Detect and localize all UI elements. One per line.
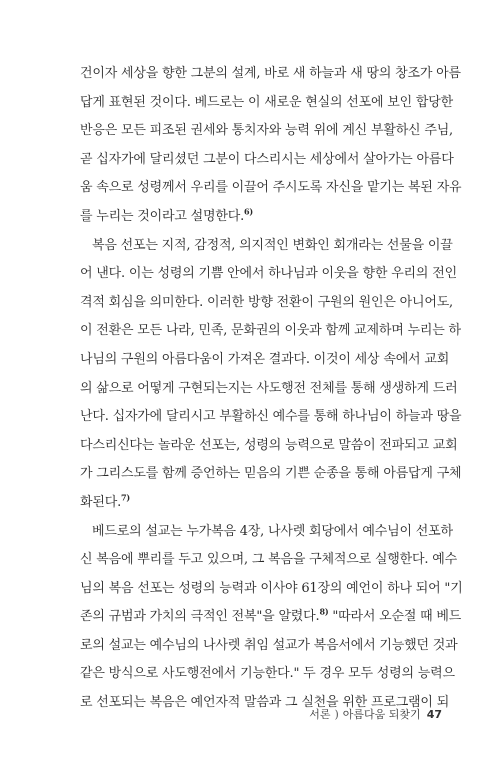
text-line-content: 답게 표현된 것이다. 베드로는 이 새로운 현실의 선포에 보인 합당한 <box>80 94 453 110</box>
footer-section: 서론 <box>309 708 331 721</box>
text-line-content: 같은 방식으로 사도행전에서 기능한다." 두 경우 모두 성령의 능력으 <box>80 666 455 682</box>
text-line-content: 존의 규범과 가치의 극적인 전복"을 알렸다. <box>80 609 320 625</box>
text-line-content: 베드로의 설교는 누가복음 4장, 나사렛 회당에서 예수님이 선포하 <box>92 523 453 539</box>
footnote-marker[interactable]: 8) <box>319 606 329 617</box>
text-line <box>80 146 454 175</box>
text-line-content: 움 속으로 성령께서 우리를 이끌어 주시도록 자신을 맡기는 복된 자유 <box>80 180 462 196</box>
text-line-content: 화된다. <box>80 494 122 510</box>
running-footer <box>309 706 442 722</box>
text-line-content: 복음 선포는 지적, 감정적, 의지적인 변화인 회개라는 선물을 이끌 <box>92 237 453 253</box>
text-line-content: 건이자 세상을 향한 그분의 설계, 바로 새 하늘과 새 땅의 창조가 아름 <box>80 66 461 81</box>
text-line-content: 신 복음에 뿌리를 두고 있으며, 그 복음을 구체적으로 실행한다. 예수 <box>80 552 457 568</box>
text-line-content: 나님의 구원의 아름다움이 가져온 결과다. 이것이 세상 속에서 교회 <box>80 351 450 367</box>
text-line-content: 님의 복음 선포는 성령의 능력과 이사야 61장의 예언이 하나 되어 "기 <box>80 580 463 596</box>
text-line <box>80 317 461 346</box>
footer-chapter-title: 아름다움 되찾기 <box>342 708 421 721</box>
text-line <box>80 460 462 489</box>
text-line-content: 이 전환은 모든 나라, 민족, 문화권의 이웃과 함께 교제하며 누리는 하 <box>80 323 461 339</box>
text-line <box>80 518 453 547</box>
text-line <box>80 660 455 689</box>
text-line-content: 난다. 십자가에 달리시고 부활하신 예수를 통해 하나님이 하늘과 땅을 <box>80 409 462 425</box>
footnote-marker[interactable]: 6) <box>244 206 253 217</box>
text-line-content: 로의 설교는 예수님의 나사렛 취임 설교가 복음서에서 기능했던 것과 <box>80 637 458 653</box>
text-line <box>80 575 463 604</box>
text-line-tail: "따라서 오순절 때 베드 <box>328 609 462 625</box>
text-line <box>80 346 450 375</box>
text-line-content: 어 낸다. 이는 성령의 기쁨 안에서 하나님과 이웃을 향한 우리의 전인 <box>80 266 457 282</box>
text-line <box>80 603 462 632</box>
text-line <box>80 60 461 89</box>
text-line <box>80 117 453 146</box>
text-line <box>80 203 440 232</box>
text-line <box>80 260 457 289</box>
text-line-content: 가 그리스도를 함께 증언하는 믿음의 기쁜 순종을 통해 아름답게 구체 <box>80 466 462 482</box>
text-line <box>80 403 462 432</box>
text-line-content: 로 선포되는 복음은 예언자적 말씀과 그 실천을 위한 프로그램이 되 <box>80 695 450 711</box>
body-text <box>80 60 463 718</box>
text-line-content: 반응은 모든 피조된 권세와 통치자와 능력 위에 계신 부활하신 주님, <box>80 123 453 139</box>
text-line <box>80 632 458 661</box>
text-line <box>80 174 462 203</box>
footnote-marker[interactable]: 7) <box>121 492 130 503</box>
text-line <box>80 432 458 461</box>
text-line-content: 의 삶으로 어떻게 구현되는지는 사도행전 전체를 통해 생생하게 드러 <box>80 380 458 396</box>
footer-divider: ) <box>334 708 339 721</box>
text-line-content: 다스리신다는 놀라운 선포는, 성령의 능력으로 말씀이 전파되고 교회 <box>80 437 458 453</box>
text-line <box>80 375 458 404</box>
text-line <box>80 289 453 318</box>
text-line-content: 격적 회심을 의미한다. 이러한 방향 전환이 구원의 원인은 아니어도, <box>80 294 453 310</box>
text-line <box>80 89 453 118</box>
page-number: 47 <box>426 708 442 721</box>
text-line <box>80 489 440 518</box>
text-line-content: 곧 십자가에 달리셨던 그분이 다스리시는 세상에서 살아가는 아름다 <box>80 151 454 167</box>
text-line-content: 를 누리는 것이라고 설명한다. <box>80 208 245 224</box>
text-line <box>80 546 457 575</box>
text-line <box>80 232 453 261</box>
